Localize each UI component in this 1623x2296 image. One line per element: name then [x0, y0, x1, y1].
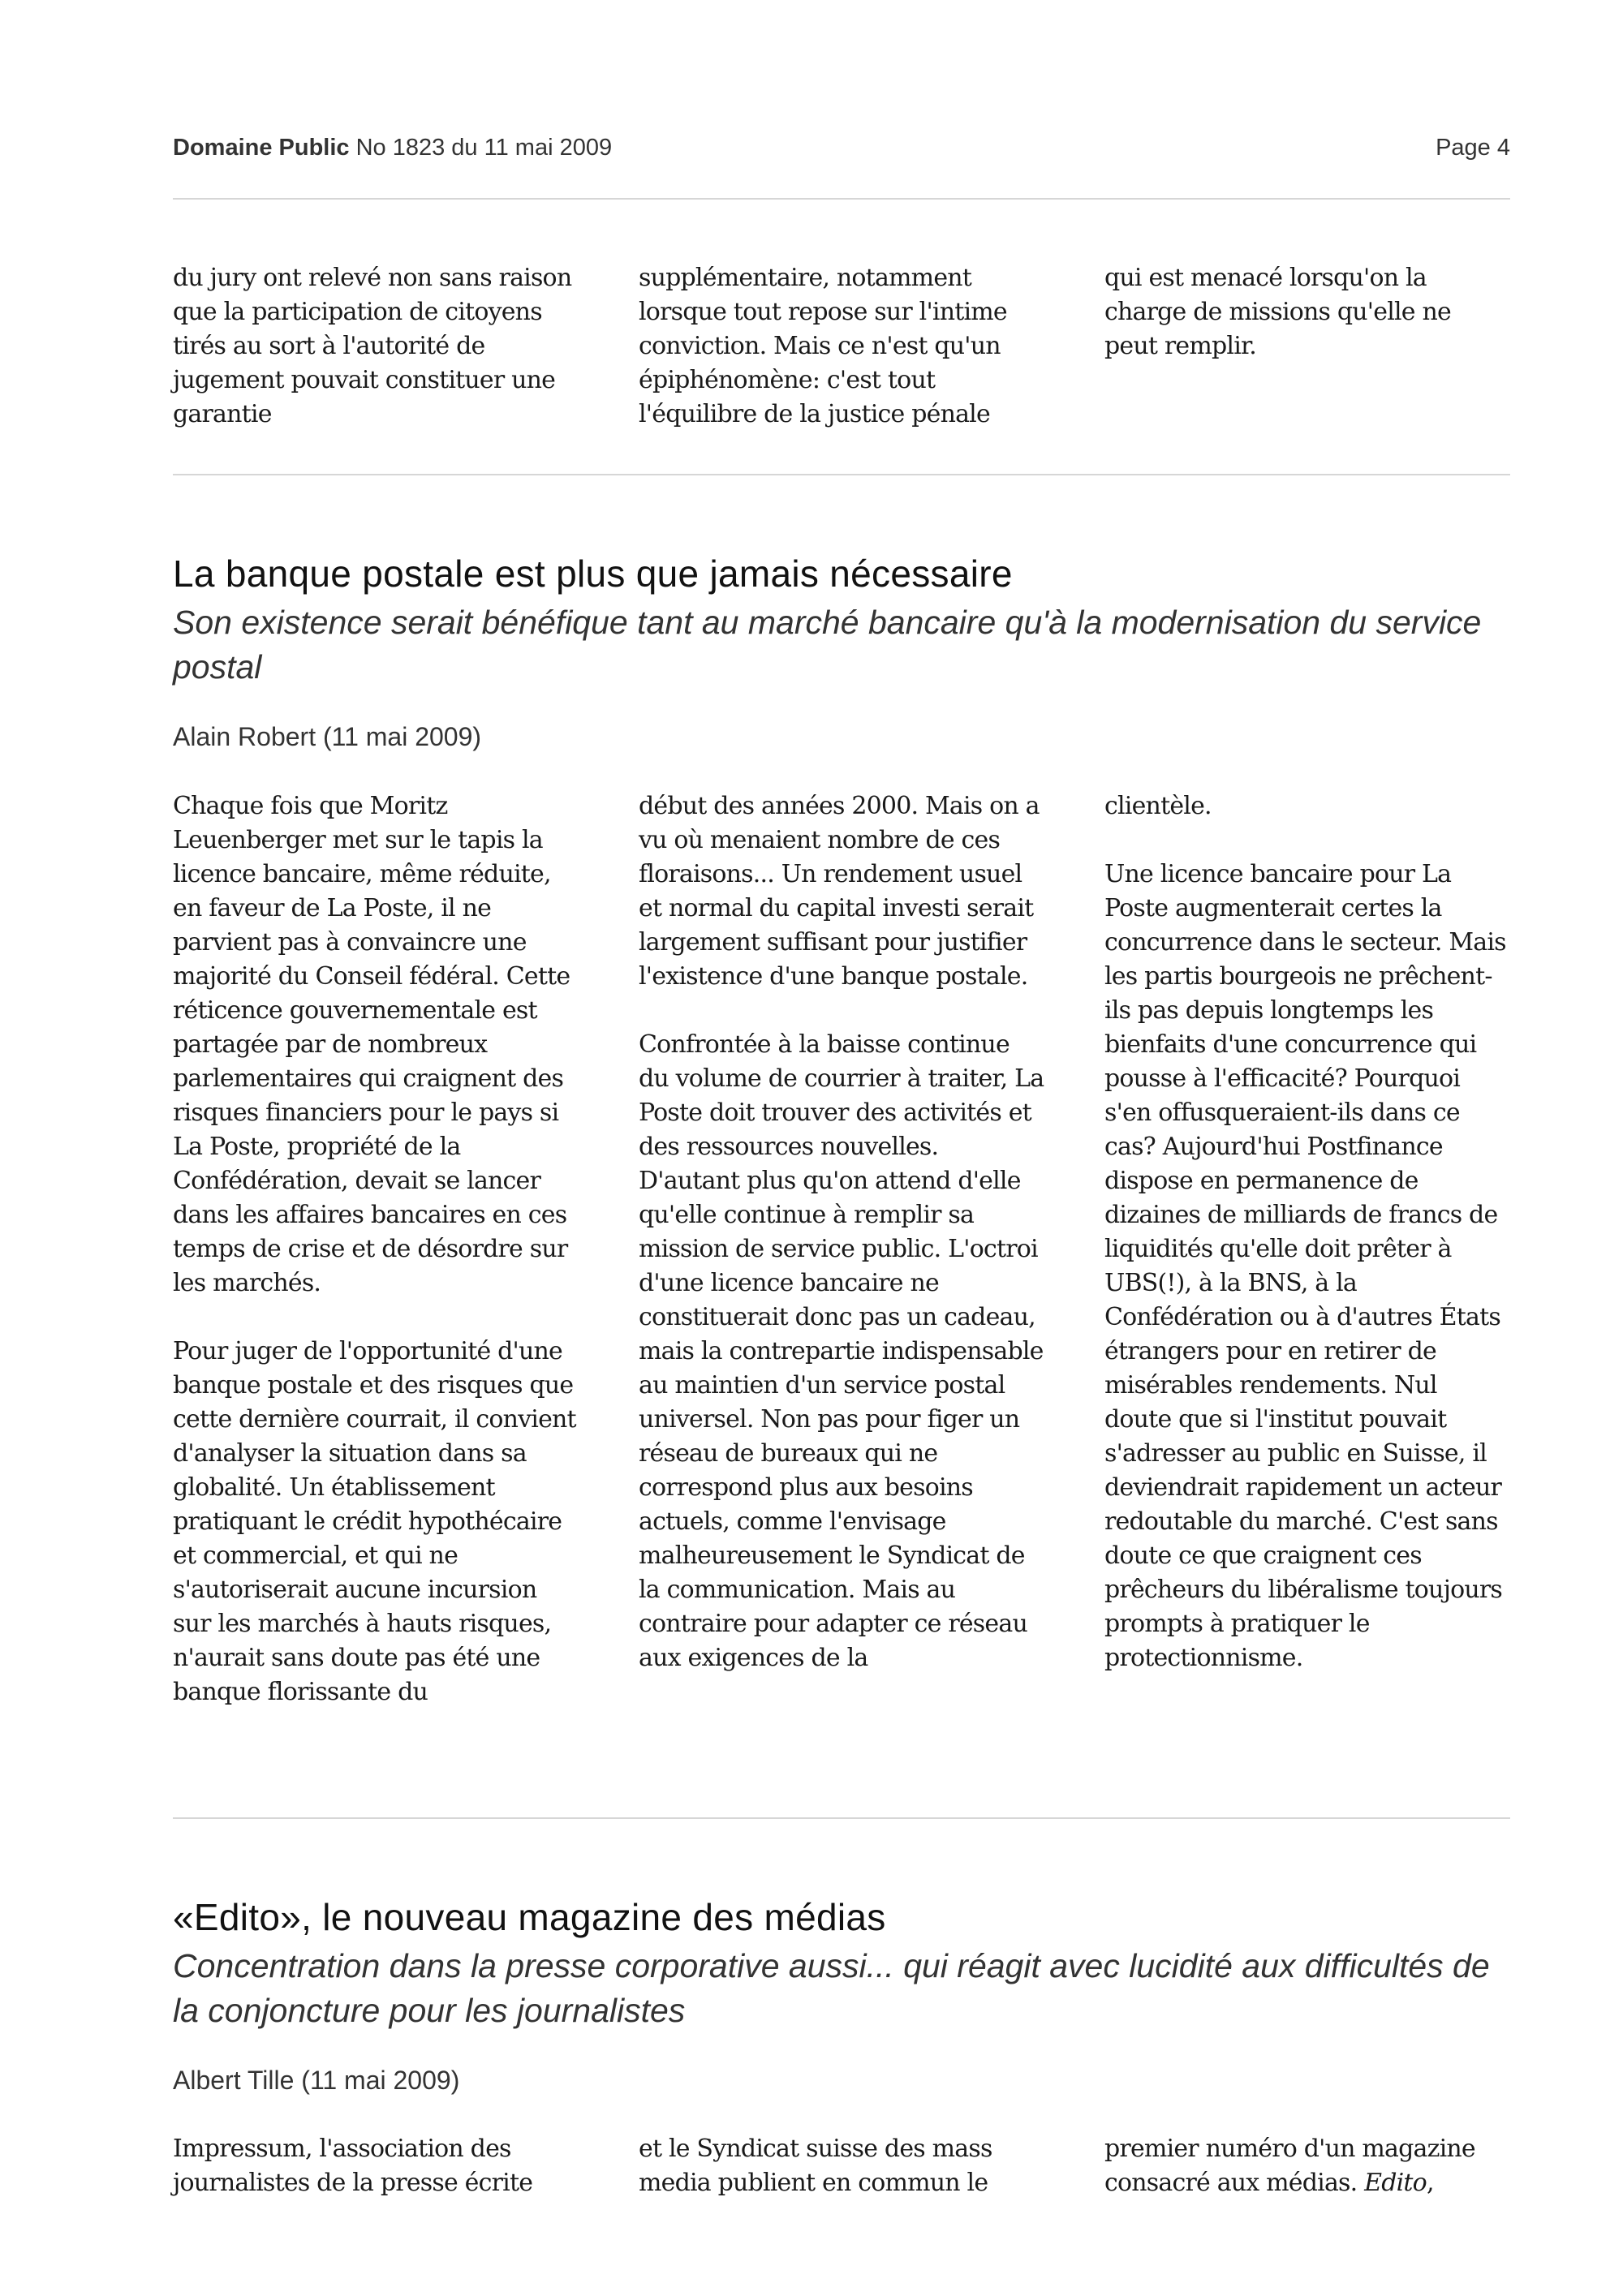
text-column-2 [639, 789, 1044, 1709]
text-column-2 [639, 2132, 1044, 2200]
article-subtitle: Son existence serait bénéfique tant au marché bancaire qu'à la modernisation du service postal [173, 604, 1482, 686]
paragraph: et le Syndicat suisse des mass media publient en commun le [639, 2135, 992, 2197]
text-span: premier numéro d'un magazine consacré aux médias. [1104, 2135, 1475, 2197]
text-column-1 [173, 789, 579, 1709]
magazine-name: Edito [1364, 2169, 1427, 2197]
issue-info: No 1823 du 11 mai 2009 [355, 135, 613, 161]
paragraph: début des années 2000. Mais on a vu où menaient nombre de ces floraisons... Un rendement usuel et normal du capital investi serait largement suffisant pour justifier l'existence d'une banque postale. [639, 792, 1040, 991]
article-divider [173, 1817, 1510, 1819]
text-column-3 [1104, 789, 1510, 1709]
article-columns [173, 2132, 1510, 2200]
text-column-1 [173, 261, 579, 432]
text-column-1 [173, 2132, 579, 2200]
article-title: «Edito», le nouveau magazine des médias [173, 1896, 886, 1938]
paragraph: Une licence bancaire pour La Poste augmenterait certes la concurrence dans le secteur. Mais les partis bourgeois ne prêchent-ils pas depuis longtemps les bienfaits d'une concurrence qui pousse à l'efficacité? Pourquoi s'en offusqueraient-ils dans ce cas? Aujourd'hui Postfinance dispose en permanence de dizaines de milliards de francs de liquidités qu'elle doit prêter à UBS(!), à la BNS, à la Confédération ou à d'autres États étrangers pour en retirer de misérables rendements. Nul doute que si l'institut pouvait s'adresser au public en Suisse, il deviendrait rapidement un acteur redoutable du marché. C'est sans doute ce que craignent ces prêcheurs du libéralisme toujours prompts à pratiquer le protectionnisme. [1104, 860, 1506, 1672]
text-column-3 [1104, 2132, 1510, 2200]
paragraph: Impressum, l'association des journalistes de la presse écrite [173, 2135, 533, 2197]
publication-name: Domaine Public [173, 135, 350, 161]
header-divider [173, 198, 1510, 200]
text-column-3 [1104, 261, 1510, 432]
paragraph: Pour juger de l'opportunité d'une banque postale et des risques que cette dernière courrait, il convient d'analyser la situation dans sa globalité. Un établissement pratiquant le crédit hypothécaire et commercial, et qui ne s'autoriserait aucune incursion sur les marchés à hauts risques, n'aurait sans doute pas été une banque florissante du [173, 1337, 576, 1706]
article-byline: Alain Robert (11 mai 2009) [173, 722, 482, 751]
paragraph: Chaque fois que Moritz Leuenberger met sur le tapis la licence bancaire, même réduite, en faveur de La Poste, il ne parvient pas à convaincre une majorité du Conseil fédéral. Cette réticence gouvernementale est partagée par de nombreux parlementaires qui craignent des risques financiers pour le pays si La Poste, propriété de la Confédération, devait se lancer dans les affaires bancaires en ces temps de crise et de désordre sur les marchés. [173, 792, 570, 1297]
paragraph: Confrontée à la baisse continue du volume de courrier à traiter, La Poste doit trouver des activités et des ressources nouvelles. D'autant plus qu'on attend d'elle qu'elle continue à remplir sa mission de service public. L'octroi d'une licence bancaire ne constituerait donc pas un cadeau, mais la contrepartie indispensable au maintien d'un service postal universel. Non pas pour figer un réseau de bureaux qui ne correspond plus aux besoins actuels, comme l'envisage malheureusement le Syndicat de la communication. Mais au contraire pour adapter ce réseau aux exigences de la [639, 1030, 1044, 1672]
article-title: La banque postale est plus que jamais nécessaire [173, 553, 1013, 595]
text-span: , [1426, 2169, 1434, 2197]
paragraph: clientèle. [1104, 792, 1212, 820]
article-columns [173, 789, 1510, 1709]
text-column-2 [639, 261, 1044, 432]
article-subtitle: Concentration dans la presse corporative aussi... qui réagit avec lucidité aux difficultés de la conjoncture pour les journalistes [173, 1947, 1490, 2029]
page-number: Page 4 [1436, 135, 1510, 161]
paragraph [1104, 2132, 1510, 2200]
running-header [173, 135, 1510, 167]
article-divider [173, 474, 1510, 475]
previous-article-columns [173, 261, 1510, 432]
paragraph: du jury ont relevé non sans raison que la participation de citoyens tirés au sort à l'autorité de jugement pouvait constituer une garantie [173, 264, 572, 428]
paragraph: supplémentaire, notamment lorsque tout repose sur l'intime conviction. Mais ce n'est qu'un épiphénomène: c'est tout l'équilibre de la justice pénale [639, 264, 1007, 428]
article-byline: Albert Tille (11 mai 2009) [173, 2066, 460, 2095]
paragraph: qui est menacé lorsqu'on la charge de missions qu'elle ne peut remplir. [1104, 264, 1451, 360]
